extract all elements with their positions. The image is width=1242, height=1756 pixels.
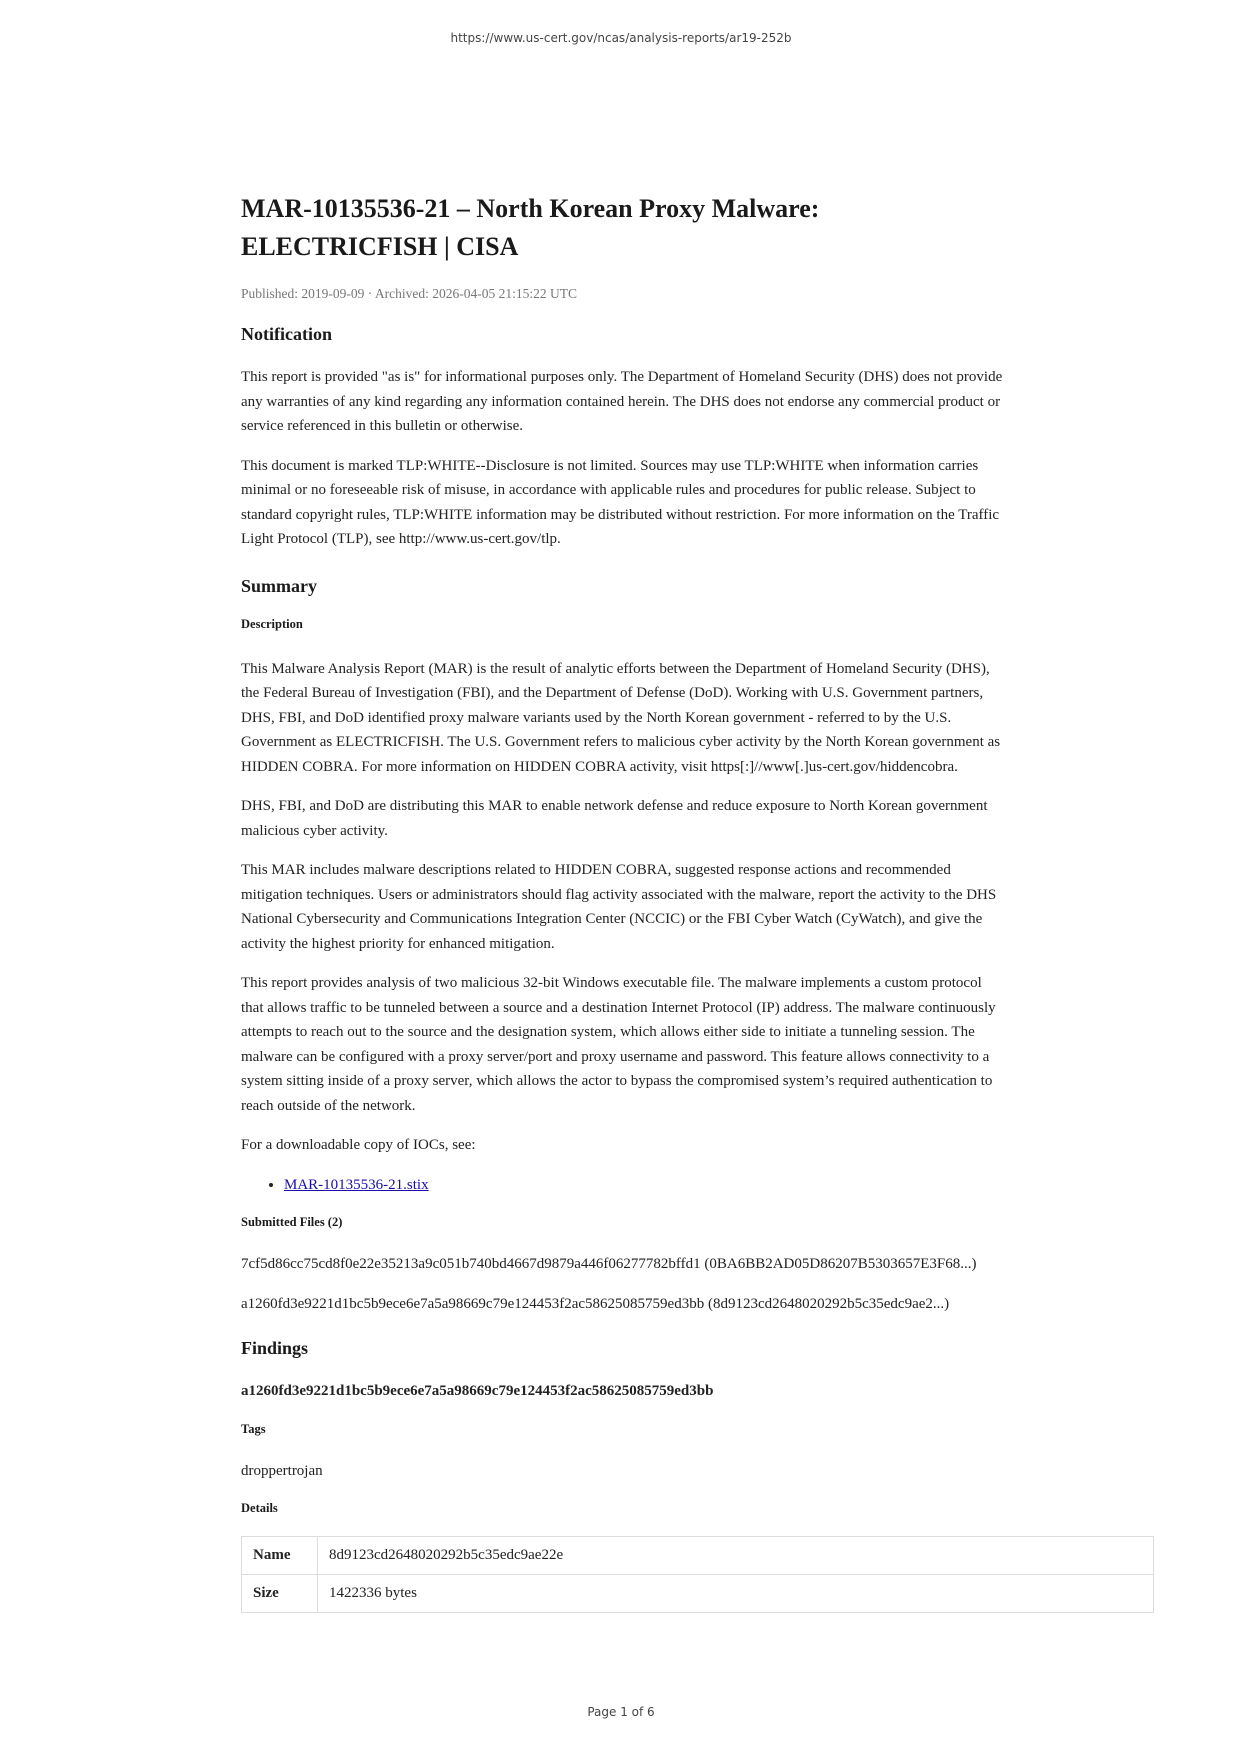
list-item	[284, 1173, 1003, 1197]
notification-paragraph: This document is marked TLP:WHITE--Disclosure is not limited. Sources may use TLP:WHITE when information carries minimal or no foreseeable risk of misuse, in accordance with applicable rules and procedures for public release. Subject to standard copyright rules, TLP:WHITE information may be distributed without restriction. For more information on the Traffic Light Protocol (TLP), see http://www.us-cert.gov/tlp.	[241, 457, 1000, 547]
finding-hash: a1260fd3e9221d1bc5b9ece6e7a5a98669c79e124453f2ac58625085759ed3bb	[241, 1382, 714, 1399]
notification-heading: Notification	[241, 324, 332, 344]
description-heading: Description	[241, 616, 303, 631]
tags-value: droppertrojan	[241, 1462, 323, 1479]
page-number: Page 1 of 6	[587, 1705, 655, 1719]
submitted-file: 7cf5d86cc75cd8f0e22e35213a9c051b740bd4667d9879a446f06277782bffd1 (0BA6BB2AD05D86207B5303657E3F68...)	[241, 1255, 977, 1272]
details-heading: Details	[241, 1501, 278, 1515]
summary-paragraph: This Malware Analysis Report (MAR) is the result of analytic efforts between the Department of Homeland Security (DHS), the Federal Bureau of Investigation (FBI), and the Department of Defense (DoD). Working with U.S. Government partners, DHS, FBI, and DoD identified proxy malware variants used by the North Korean government - referred to by the U.S. Government as ELECTRICFISH. The U.S. Government refers to malicious cyber activity by the North Korean government as HIDDEN COBRA. For more information on HIDDEN COBRA activity, visit https[:]//www[.]us-cert.gov/hiddencobra.	[241, 660, 1001, 775]
publish-meta: Published: 2019-09-09 · Archived: 2026-04-05 21:15:22 UTC	[241, 286, 577, 301]
ioc-stix-link[interactable]: MAR-10135536-21.stix	[284, 1176, 429, 1193]
table-row	[242, 1537, 1154, 1575]
summary-paragraph: This MAR includes malware descriptions related to HIDDEN COBRA, suggested response actions and recommended mitigation techniques. Users or administrators should flag activity associated with the malware, report the activity to the DHS National Cybersecurity and Communications Integration Center (NCCIC) or the FBI Cyber Watch (CyWatch), and give the activity the highest priority for enhanced mitigation.	[241, 862, 997, 952]
ioc-list	[241, 1173, 1003, 1197]
details-value: 8d9123cd2648020292b5c35edc9ae22e	[318, 1537, 1154, 1575]
summary-paragraph: DHS, FBI, and DoD are distributing this MAR to enable network defense and reduce exposure to North Korean government malicious cyber activity.	[241, 798, 988, 839]
summary-paragraph: This report provides analysis of two malicious 32-bit Windows executable file. The malware implements a custom protocol that allows traffic to be tunneled between a source and a destination Internet Protocol (IP) address. The malware continuously attempts to reach out to the source and the designation system, which allows either side to initiate a tunneling session. The malware can be configured with a proxy server/port and proxy username and password. This feature allows connectivity to a system sitting inside of a proxy server, which allows the actor to bypass the compromised system’s required authentication to reach outside of the network.	[241, 975, 996, 1114]
table-row	[242, 1575, 1154, 1613]
ioc-download-text: For a downloadable copy of IOCs, see:	[241, 1137, 476, 1153]
submitted-file: a1260fd3e9221d1bc5b9ece6e7a5a98669c79e124453f2ac58625085759ed3bb (8d9123cd2648020292b5c35edc9ae2...)	[241, 1295, 950, 1312]
tags-heading: Tags	[241, 1421, 266, 1436]
submitted-files-heading: Submitted Files (2)	[241, 1214, 343, 1229]
page-url: https://www.us-cert.gov/ncas/analysis-reports/ar19-252b	[450, 31, 792, 45]
page-title: MAR-10135536-21 – North Korean Proxy Malware: ELECTRICFISH | CISA	[241, 194, 820, 261]
details-value: 1422336 bytes	[318, 1575, 1154, 1613]
article-content	[241, 190, 1003, 1613]
details-table	[241, 1536, 1154, 1613]
findings-heading: Findings	[241, 1337, 309, 1358]
summary-heading: Summary	[241, 575, 317, 596]
details-key: Size	[242, 1575, 318, 1613]
details-key: Name	[242, 1537, 318, 1575]
notification-paragraph: This report is provided "as is" for informational purposes only. The Department of Homeland Security (DHS) does not provide any warranties of any kind regarding any information contained herein. The DHS does not endorse any commercial product or service referenced in this bulletin or otherwise.	[241, 369, 1003, 434]
